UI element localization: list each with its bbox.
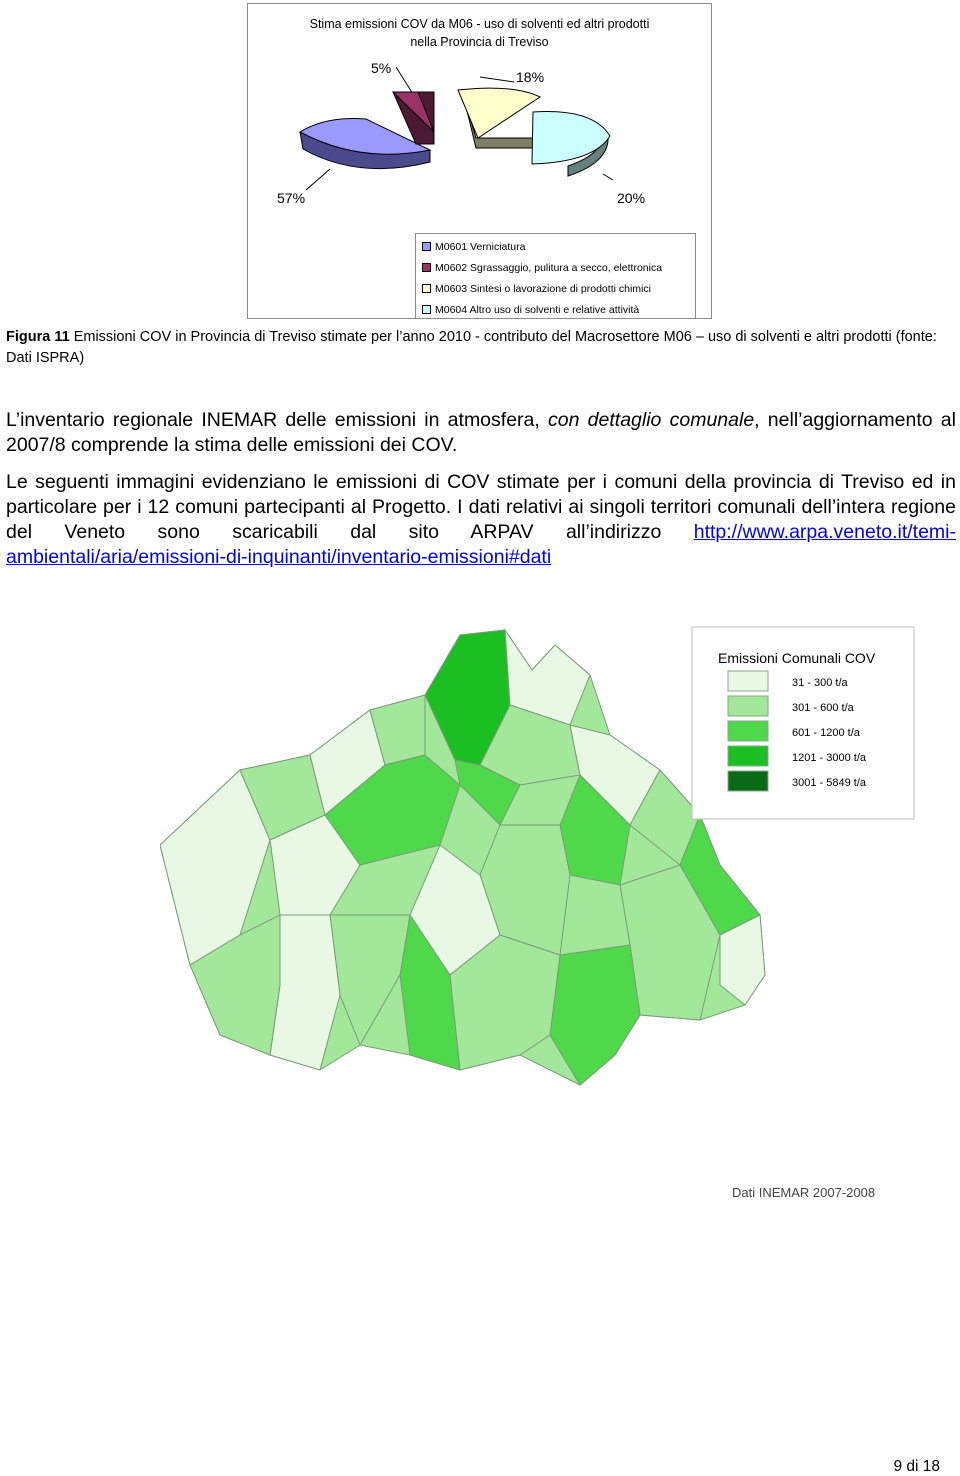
page-number: 9 di 18 <box>893 1458 940 1475</box>
legend-swatch <box>422 305 431 314</box>
treviso-map <box>160 615 920 1205</box>
pct-label-m0604: 20% <box>617 190 646 206</box>
map-legend-swatch-3 <box>728 721 768 741</box>
map-legend-swatch-1 <box>728 671 768 691</box>
map-legend-swatch-2 <box>728 696 768 716</box>
legend-swatch <box>422 284 431 293</box>
pie-slice-m0603 <box>458 88 540 138</box>
legend-swatch <box>422 242 431 251</box>
map-legend-label-5: 3001 - 5849 t/a <box>792 777 867 789</box>
map-source: Dati INEMAR 2007-2008 <box>732 1185 876 1200</box>
para1-text-b: , nell’aggiornamento al 2007/8 comprende la stima delle emissioni dei COV. <box>6 409 956 456</box>
chart-legend <box>415 233 696 319</box>
legend-label: M0604 Altro uso di solventi e relative attività <box>435 304 640 316</box>
legend-item-m0603 <box>422 283 651 295</box>
map-legend-swatch-4 <box>728 746 768 766</box>
para1-italic: con dettaglio comunale <box>548 409 755 431</box>
leader-line-m0603 <box>480 77 514 82</box>
map-legend-label-3: 601 - 1200 t/a <box>792 727 860 739</box>
chart-title-line-1: Stima emissioni COV da M06 - uso di solventi ed altri prodotti <box>309 17 650 31</box>
para1-text-a: L’inventario regionale INEMAR delle emissioni in atmosfera, <box>6 409 549 431</box>
leader-line-m0602 <box>396 67 413 94</box>
inventario-link[interactable]: http://www.arpa.veneto.it/temi-ambientali/aria/emissioni-di-inquinanti/inventario-emissioni#dati <box>6 521 956 568</box>
pct-label-m0601: 57% <box>277 190 306 206</box>
paragraph-images <box>6 470 956 570</box>
legend-label: M0602 Sgrassaggio, pulitura a secco, elettronica <box>435 262 663 274</box>
figure-caption <box>6 327 956 369</box>
map-legend-label-2: 301 - 600 t/a <box>792 702 854 714</box>
legend-item-m0604 <box>422 304 639 316</box>
leader-line-m0604 <box>603 174 613 180</box>
pct-label-m0603: 18% <box>516 69 545 85</box>
legend-item-m0601 <box>422 241 525 253</box>
leader-line-m0601 <box>306 169 330 190</box>
pie-chart <box>247 3 712 319</box>
legend-label: M0603 Sintesi o lavorazione di prodotti chimici <box>435 283 651 295</box>
caption-text: Emissioni COV in Provincia di Treviso stimate per l’anno 2010 - contributo del Macrosettore M06 – uso di solventi e altri prodotti (fonte: Dati ISPRA) <box>6 329 937 366</box>
map-legend-label-4: 1201 - 3000 t/a <box>792 752 867 764</box>
map-legend-title: Emissioni Comunali COV <box>718 650 876 666</box>
legend-item-m0602 <box>422 262 662 274</box>
paragraph-inventory <box>6 408 956 458</box>
map-legend-label-1: 31 - 300 t/a <box>792 677 848 689</box>
caption-label: Figura 11 <box>6 329 70 345</box>
para2-text: Le seguenti immagini evidenziano le emissioni di COV stimate per i comuni della provincia di Treviso ed in particolare per i 12 comuni partecipanti al Progetto. I dati relativi ai singoli territori comunali dell’intera regione del Veneto sono scaricabili dal sito ARPAV all’indirizzo <box>6 471 956 543</box>
chart-title-line-2: nella Provincia di Treviso <box>410 35 549 49</box>
legend-label: M0601 Verniciatura <box>435 241 526 253</box>
legend-swatch <box>422 263 431 272</box>
pct-label-m0602: 5% <box>371 60 392 76</box>
map-legend-swatch-5 <box>728 771 768 791</box>
